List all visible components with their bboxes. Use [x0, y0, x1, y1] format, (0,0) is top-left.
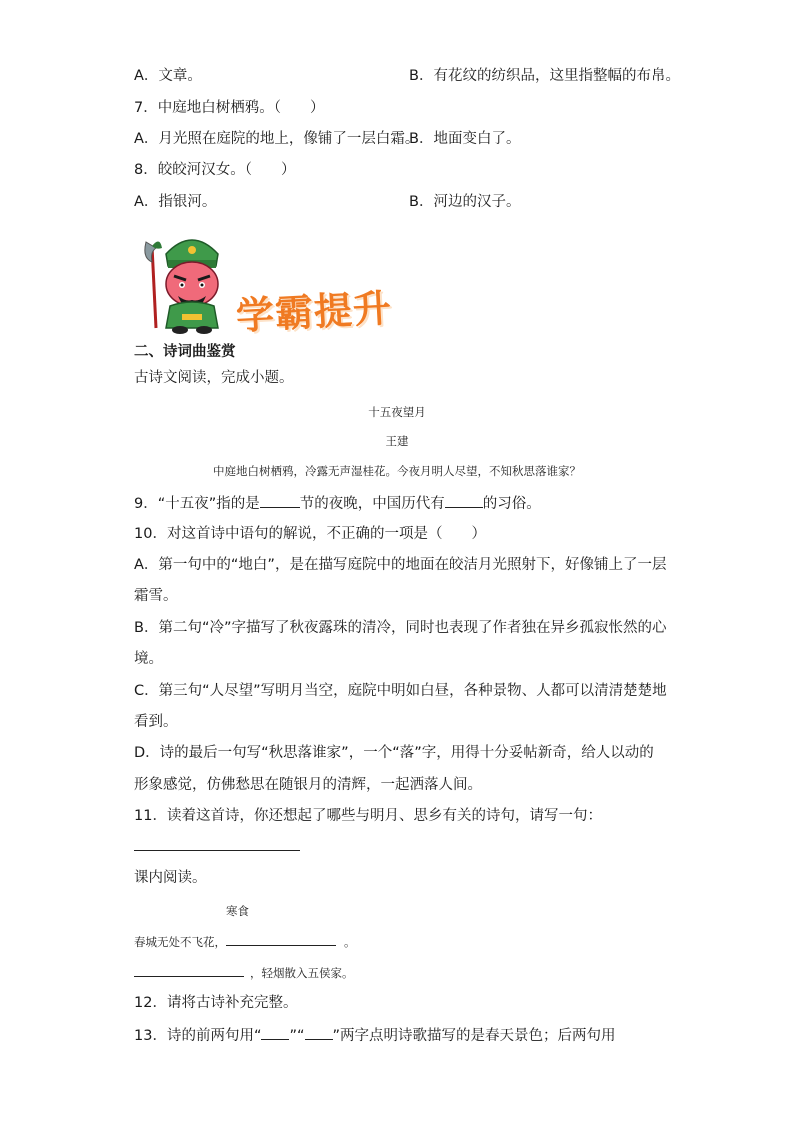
fill-blank[interactable] — [226, 933, 336, 946]
q7-option-a: A．月光照在庭院的地上，像铺了一层白霜。 — [134, 131, 420, 147]
fill-blank[interactable] — [261, 1024, 289, 1040]
poem2-line1: 春城无处不飞花， 。 — [134, 935, 356, 949]
q7-stem: 7．中庭地白树栖鸦。（ ） — [134, 100, 325, 116]
poem2-line2: ，轻烟散入五侯家。 — [134, 964, 354, 981]
section-title: 二、诗词曲鉴赏 — [134, 344, 236, 360]
q10-stem: 10．对这首诗中语句的解说，不正确的一项是（ ） — [134, 526, 486, 542]
study-boost-banner — [138, 228, 428, 338]
q8-option-b: B．河边的汉子。 — [409, 194, 521, 210]
poem-text: 中庭地白树栖鸦，冷露无声湿桂花。今夜月明人尽望，不知秋思落谁家？ — [213, 464, 581, 478]
q8-option-a: A．指银河。 — [134, 194, 217, 210]
q10-option-d: D．诗的最后一句写“秋思落谁家”，一个“落”字，用得十分妥帖新奇，给人以动的 — [134, 745, 654, 761]
poem-author: 王建 — [385, 434, 409, 448]
q10-option-c-cont: 看到。 — [134, 714, 178, 730]
reading-instruction: 课内阅读。 — [134, 870, 207, 886]
fill-blank[interactable] — [260, 492, 300, 508]
fill-blank[interactable] — [134, 964, 244, 977]
q11-stem: 11．读着这首诗，你还想起了哪些与明月、思乡有关的诗句，请写一句： — [134, 808, 602, 824]
answer-line[interactable] — [134, 850, 300, 851]
q12-stem: 12．请将古诗补充完整。 — [134, 995, 298, 1011]
q10-option-a-cont: 霜雪。 — [134, 588, 178, 604]
q10-option-b-cont: 境。 — [134, 651, 163, 667]
banner-title: 学霸提升 — [234, 285, 394, 339]
q13-stem: 13．诗的前两句用“ ”“ ”两字点明诗歌描写的是春天景色；后两句用 — [134, 1024, 616, 1046]
q9-question: 9．“十五夜”指的是 节的夜晚，中国历代有 的习俗。 — [134, 492, 541, 514]
fill-blank[interactable] — [305, 1024, 333, 1040]
q8-stem: 8．皎皎河汉女。（ ） — [134, 162, 296, 178]
fill-blank[interactable] — [445, 492, 483, 508]
poem-title: 十五夜望月 — [368, 405, 426, 419]
q10-option-b: B．第二句“冷”字描写了秋夜露珠的清冷，同时也表现了作者独在异乡孤寂怅然的心 — [134, 620, 667, 636]
q7-option-b: B．地面变白了。 — [409, 131, 521, 147]
q10-option-a: A．第一句中的“地白”，是在描写庭院中的地面在皎洁月光照射下，好像铺上了一层 — [134, 557, 667, 573]
q6-option-b: B．有花纹的纺织品，这里指整幅的布帛。 — [409, 68, 680, 84]
q6-option-a: A．文章。 — [134, 68, 202, 84]
section-instruction: 古诗文阅读，完成小题。 — [134, 370, 294, 386]
q10-option-d-cont: 形象感觉，仿佛愁思在随银月的清辉，一起洒落人间。 — [134, 777, 482, 793]
q10-option-c: C．第三句“人尽望”写明月当空，庭院中明如白昼，各种景物、人都可以清清楚楚地 — [134, 683, 667, 699]
poem2-title: 寒食 — [226, 904, 249, 918]
